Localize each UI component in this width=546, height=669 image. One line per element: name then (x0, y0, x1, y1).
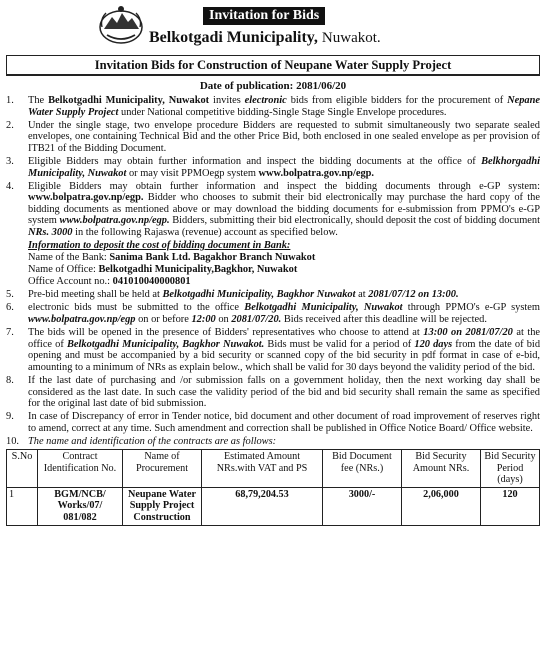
org-title (149, 29, 381, 47)
org-name: Belkotgadi Municipality, (149, 29, 318, 46)
clause-number: 7. (6, 327, 14, 339)
clause-item (6, 95, 540, 118)
clause-text (28, 120, 540, 155)
account-line (28, 276, 540, 288)
clause-text-run: 2081/07/12 on 13:00. (368, 289, 459, 301)
clause-item (6, 302, 540, 325)
clause-text (28, 375, 540, 410)
clause-text-run: Pre-bid meeting shall be held at (28, 289, 163, 301)
clause-text-run: The bids will be opened in the presence of Bidders' representatives who choose to attend at (28, 327, 424, 339)
clause-number: 3. (6, 155, 14, 167)
clause-list (6, 95, 540, 239)
clause-text (28, 156, 540, 179)
office-name-label: Name of Office: (28, 263, 99, 275)
clause-number: 10. (6, 435, 19, 447)
clause-text-run: www.bolpatra.gov.np/egp. (258, 167, 375, 179)
clause-text-run: or may visit PPMOegp system (126, 167, 259, 179)
cell-estimated-amount: 68,79,204.53 (202, 487, 323, 525)
clause-item (6, 156, 540, 179)
clause-text-run: Bidders, submitting their bid electronically, should deposit the cost of bidding document (169, 215, 540, 227)
clause-item (6, 181, 540, 239)
cell-procurement: Neupane Water Supply Project Construction (123, 487, 202, 525)
clause-item (6, 120, 540, 155)
clause-text-run: invites (209, 95, 245, 106)
notice-header (6, 3, 540, 51)
bank-name-line (28, 252, 540, 264)
clause-text-run: 13:00 on 2081/07/20 (423, 327, 513, 339)
clause-item (6, 375, 540, 410)
cell-security-amount: 2,06,000 (402, 487, 481, 525)
clause-text-run: at (355, 289, 369, 301)
clause-text-run: 120 days (414, 338, 453, 350)
clause-text-run: Bids received after this deadline will be rejected. (281, 314, 487, 325)
clause-number: 2. (6, 119, 14, 131)
clause-text (28, 436, 540, 448)
cell-security-period: 120 (481, 487, 540, 525)
account-value: 041010040000801 (112, 275, 191, 287)
office-name-line (28, 264, 540, 276)
clause-text-run: Bidder who chooses to submit their bid electronically may purchase the hard copy of the bidding documents as mentioned above or may download the bidding documents for e-submission from PPMO's e-GP system (28, 192, 540, 227)
clause-text-run: The name and identification of the contracts are as follows: (28, 435, 277, 447)
clause-text (28, 181, 540, 239)
clause-text-run: The (28, 95, 49, 106)
clause-number: 5. (6, 289, 14, 301)
cell-document-fee: 3000/- (323, 487, 402, 525)
clause-text-run: under National competitive bidding-Single Stage Single Envelope procedures. (118, 106, 447, 118)
clause-item (6, 327, 540, 373)
clause-text-run: on (215, 314, 232, 325)
clause-text (28, 411, 540, 434)
invitation-badge: Invitation for Bids (203, 7, 325, 25)
col-header-security-period: Bid Security Period (days) (481, 450, 540, 488)
table-row (7, 487, 540, 525)
col-header-sno: S.No (7, 450, 38, 488)
clause-text-run: www.bolpatra.gov.np/egp (28, 314, 136, 325)
clause-list-continued (6, 289, 540, 447)
clause-text-run: electronic (244, 95, 287, 106)
clause-text-run: Nepane Water Supply Project (28, 95, 540, 118)
nepal-emblem-icon (98, 5, 144, 45)
clause-text-run: In case of Discrepancy of error in Tender notice, bid document and other document of road improvement of reserves right to amend, correct at any time. Such amendment and correction shall be published in Office Notice Board/ Office website. (28, 411, 540, 434)
clause-number: 9. (6, 411, 14, 423)
clause-text-run: Belkotgadhi Municipality, Nuwakot (244, 302, 403, 314)
clause-text-run: Eligible Bidders may obtain further information and inspect the bidding documents at the office of (28, 155, 482, 167)
clause-number: 8. (6, 374, 14, 386)
clause-number: 4. (6, 180, 14, 192)
clause-item (6, 289, 540, 301)
clause-text-run: Under the single stage, two envelope procedure Bidders are requested to submit simultaneously two separate sealed envelopes, one containing Technical Bid and the other Price Bid, both enclosed in one sealed envelope as per provision of ITB21 of the Bidding Document. (28, 119, 540, 154)
notice-title: Invitation Bids for Construction of Neupane Water Supply Project (6, 55, 540, 76)
clause-text-run: If the last date of purchasing and /or submission falls on a government holiday, then the next working day shall be considered as the last date. In such case the validity period of the bid and bid security shall remain the same as specified for the original last date of bid submission. (28, 374, 540, 410)
clause-item (6, 411, 540, 434)
col-header-estimated-amount: Estimated Amount NRs.with VAT and PS (202, 450, 323, 488)
clause-text-run: Belkotgadhi Municipality, Bagkhor Nuwakot (162, 289, 356, 301)
clause-text (28, 95, 540, 118)
clause-text-run: Bids must be valid for a period of (264, 338, 415, 350)
clause-item (6, 436, 540, 448)
clause-text-run: electronic bids must be submitted to the office (28, 302, 245, 314)
clause-text-run: www.bolpatra.gov.np/egp. (28, 192, 144, 204)
col-header-security-amount: Bid Security Amount NRs. (402, 450, 481, 488)
clause-text-run: NRs. 3000 (28, 227, 73, 239)
table-header-row (7, 450, 540, 488)
clause-text-run: Eligible Bidders may obtain further information and inspect the bidding documents through e-GP system: (28, 180, 540, 192)
col-header-contract-id: Contract Identification No. (38, 450, 123, 488)
col-header-document-fee: Bid Document fee (NRs.) (323, 450, 402, 488)
clause-text-run: on or before (135, 314, 192, 325)
cell-sno: 1 (7, 487, 38, 525)
bank-name-label: Name of the Bank: (28, 251, 110, 263)
account-label: Office Account no.: (28, 275, 113, 287)
contracts-table (6, 449, 540, 526)
cell-contract-id: BGM/NCB/ Works/07/ 081/082 (38, 487, 123, 525)
publication-date: Date of publication: 2081/06/20 (199, 80, 347, 92)
clause-number: 1. (6, 95, 14, 106)
bank-name-value: Sanima Bank Ltd. Bagakhor Branch Nuwakot (109, 251, 316, 263)
clause-text-run: at the office of (28, 327, 541, 350)
bank-info (6, 240, 540, 287)
clause-text-run: Belkotgadhi Municipality, Bagkhor Nuwakot. (67, 338, 265, 350)
bank-info-heading: Information to deposit the cost of bidding document in Bank: (28, 240, 291, 252)
clause-text-run: Belkhorgadhi Municipality, Nuwakot (28, 155, 540, 179)
clause-text (28, 302, 540, 325)
office-name-value: Belkotgadhi Municipality,Bagkhor, Nuwakot (98, 263, 298, 275)
clause-text-run: Belkotgadhi Municipality, Nuwakot (48, 95, 210, 106)
clause-text-run: bids from eligible bidders for the procurement of (286, 95, 508, 106)
org-location: Nuwakot. (321, 30, 381, 46)
clause-text-run: 2081/07/20. (231, 314, 282, 325)
clause-number: 6. (6, 302, 14, 314)
clause-text (28, 327, 540, 373)
clause-text (28, 289, 540, 301)
col-header-procurement: Name of Procurement (123, 450, 202, 488)
clause-text-run: www.bolpatra.gov.np/egp. (59, 215, 170, 227)
clause-text-run: in the following Rajaswa (revenue) account as specified below. (72, 227, 338, 239)
clause-text-run: 12:00 (191, 314, 216, 325)
clause-text-run: from the date of bid opening and must be accompanied by a bid security or scanned copy of the bid security in pdf format in case of e-bid, amounting to a minimum of NRs as explain below., which shall be valid for 30 days beyond the validity period of the bid. (28, 338, 541, 373)
clause-text-run: through PPMO's e-GP system (402, 302, 540, 314)
